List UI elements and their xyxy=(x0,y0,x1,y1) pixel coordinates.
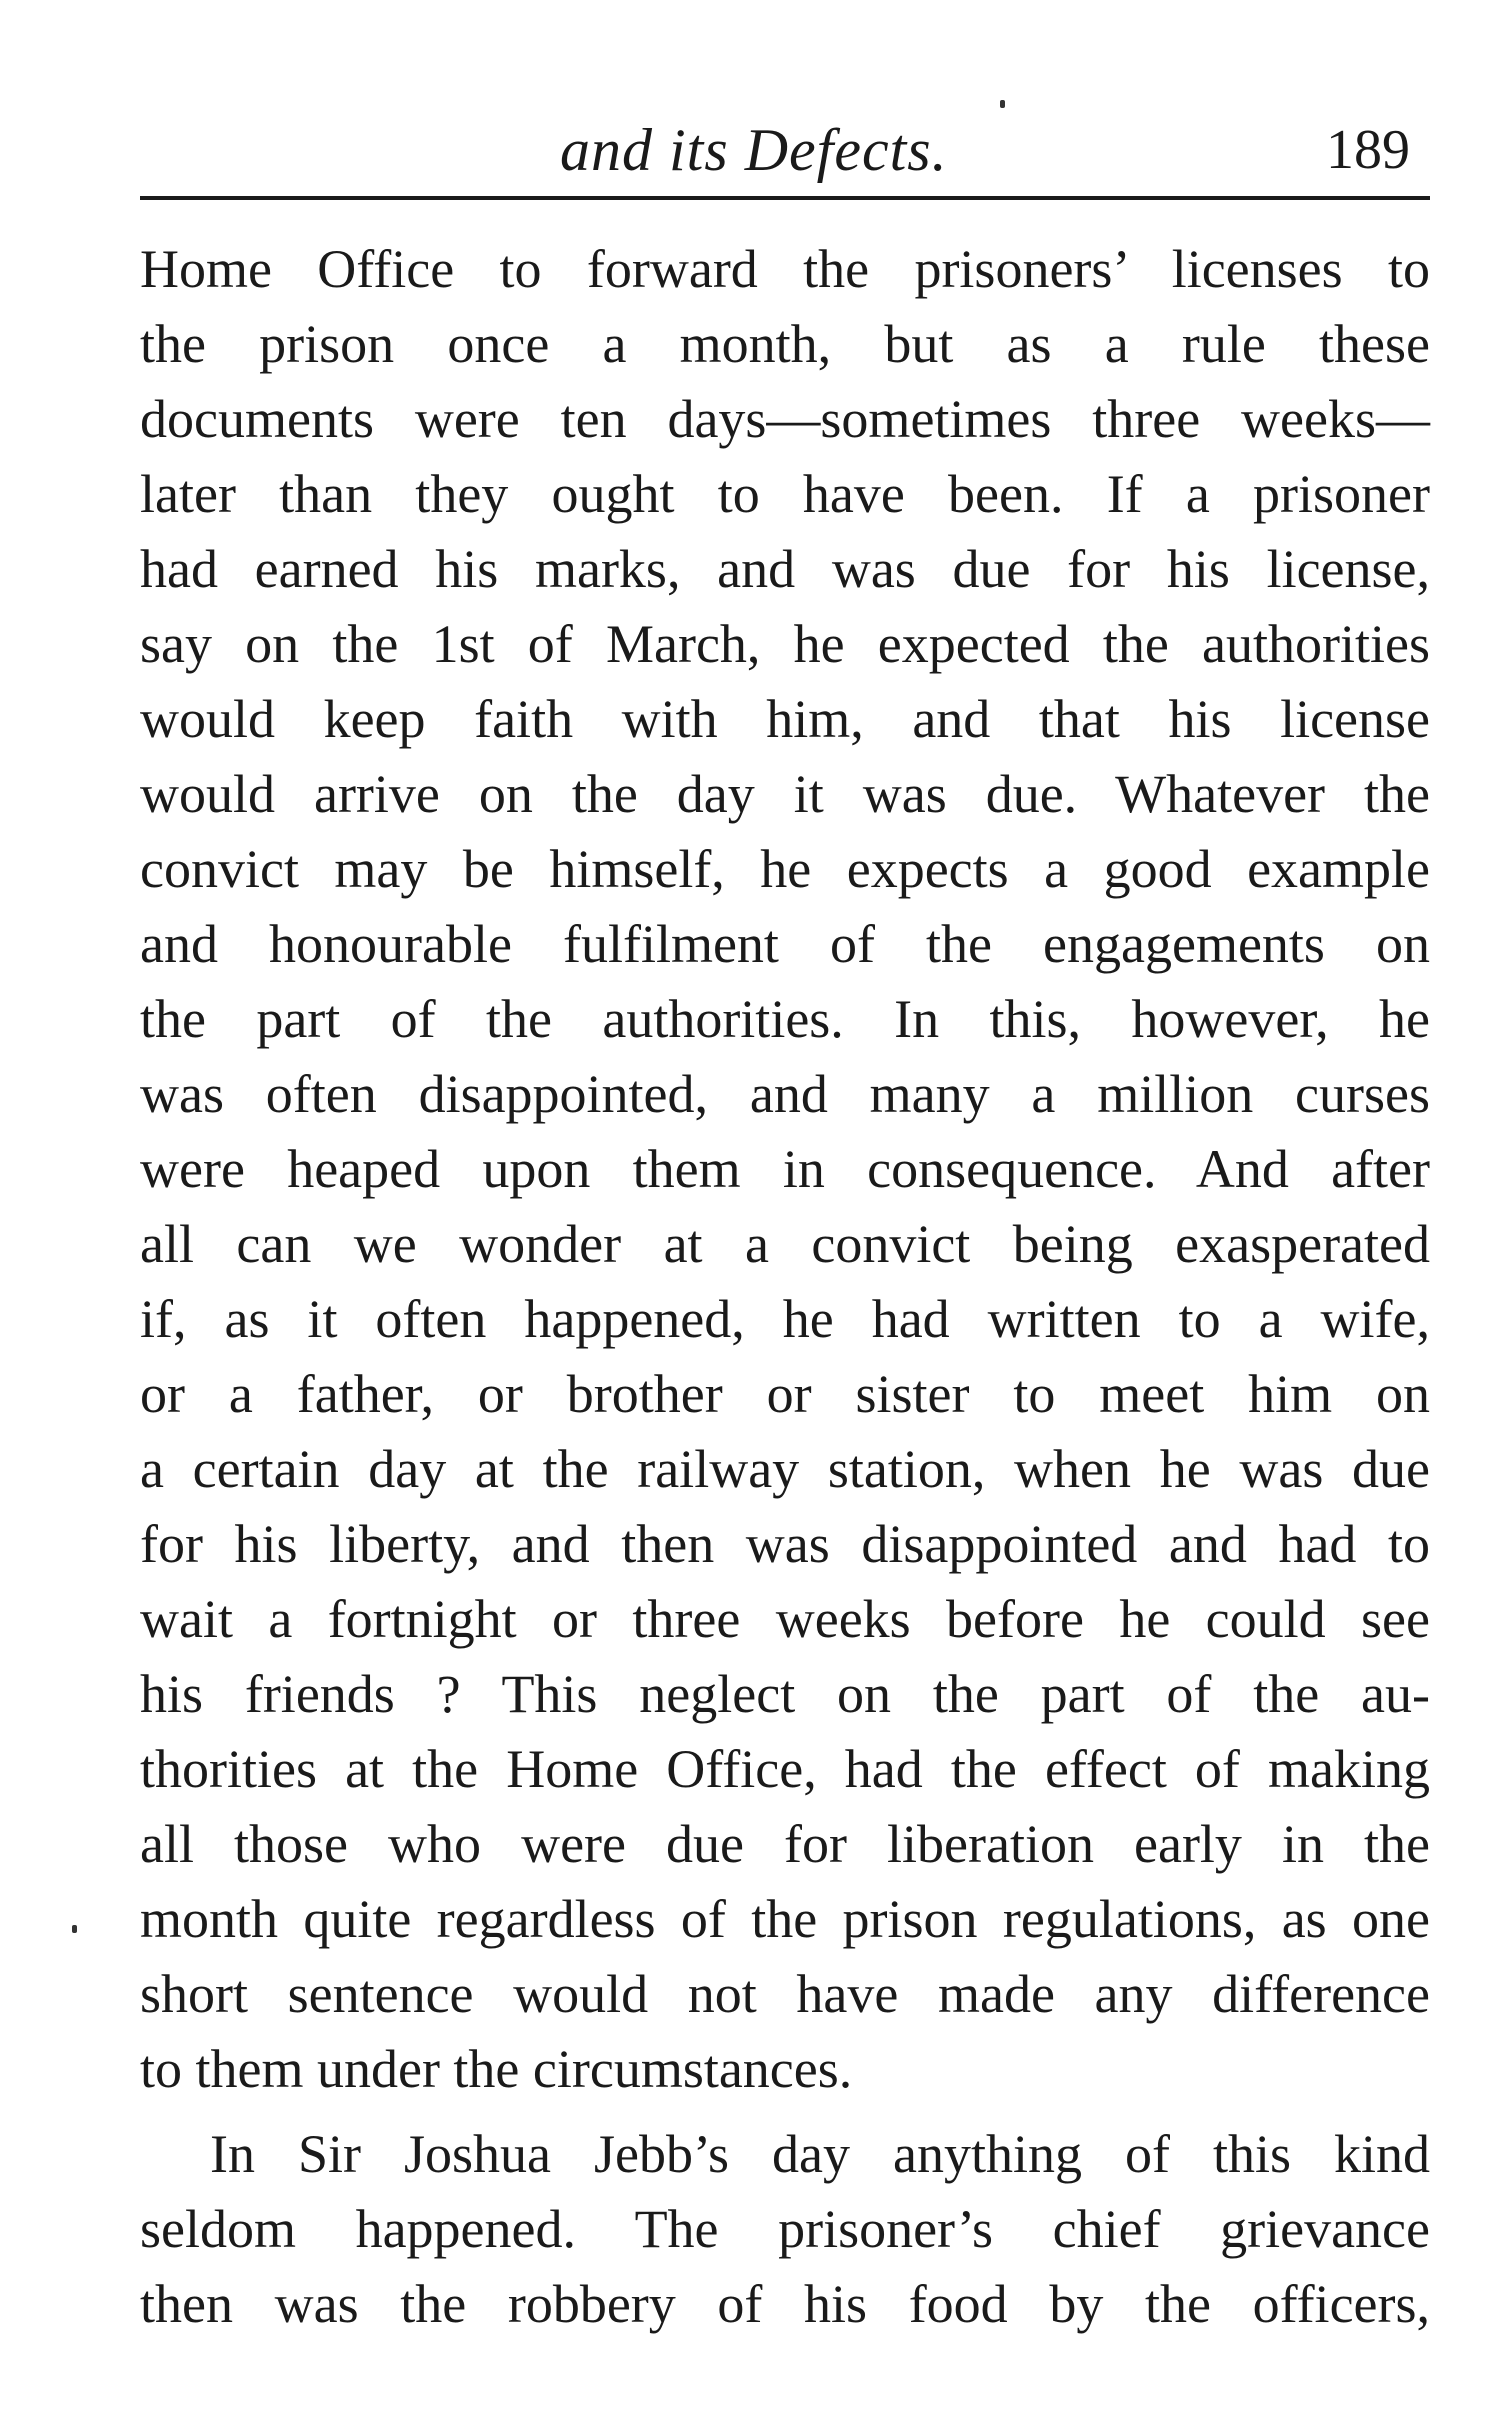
text-line: his friends ? This neglect on the part of the au- xyxy=(140,1664,1430,1724)
text-line: documents were ten days—sometimes three weeks— xyxy=(140,389,1430,449)
text-line: were heaped upon them in consequence. And after xyxy=(140,1139,1430,1199)
paragraph-gap xyxy=(140,2107,1430,2117)
text-line: if, as it often happened, he had written to a wife, xyxy=(140,1289,1430,1349)
text-line: would arrive on the day it was due. Whatever the xyxy=(140,764,1430,824)
page-header xyxy=(140,105,1430,195)
text-line: for his liberty, and then was disappointed and had to xyxy=(140,1514,1430,1574)
text-line: Home Office to forward the prisoners’ licenses to xyxy=(140,239,1430,299)
text-line: had earned his marks, and was due for his license, xyxy=(140,539,1430,599)
text-line: all those who were due for liberation early in the xyxy=(140,1814,1430,1874)
text-line: short sentence would not have made any difference xyxy=(140,1964,1430,2024)
text-line: would keep faith with him, and that his license xyxy=(140,689,1430,749)
text-line: the prison once a month, but as a rule these xyxy=(140,314,1430,374)
paragraph-2 xyxy=(140,2117,1430,2342)
text-line: to them under the circumstances. xyxy=(140,2039,853,2099)
text-line: then was the robbery of his food by the officers, xyxy=(140,2274,1430,2334)
running-title: and its Defects. xyxy=(560,117,948,183)
text-line: or a father, or brother or sister to meet him on xyxy=(140,1364,1430,1424)
header-rule xyxy=(140,196,1430,200)
text-line: say on the 1st of March, he expected the authorities xyxy=(140,614,1430,674)
text-line: later than they ought to have been. If a prisoner xyxy=(140,464,1430,524)
ink-speck xyxy=(72,1925,77,1933)
text-line: convict may be himself, he expects a good example xyxy=(140,839,1430,899)
text-line: was often disappointed, and many a million curses xyxy=(140,1064,1430,1124)
text-line: and honourable fulfilment of the engagements on xyxy=(140,914,1430,974)
text-line: the part of the authorities. In this, however, he xyxy=(140,989,1430,1049)
paragraph-1 xyxy=(140,232,1430,2107)
page-number: 189 xyxy=(1326,119,1410,181)
ink-speck xyxy=(1000,100,1005,108)
text-line: In Sir Joshua Jebb’s day anything of this kind xyxy=(210,2124,1430,2184)
text-line: all can we wonder at a convict being exasperated xyxy=(140,1214,1430,1274)
body-text xyxy=(140,232,1430,2342)
text-line: month quite regardless of the prison regulations, as one xyxy=(140,1889,1430,1949)
text-line: wait a fortnight or three weeks before he could see xyxy=(140,1589,1430,1649)
text-line: a certain day at the railway station, when he was due xyxy=(140,1439,1430,1499)
text-line: seldom happened. The prisoner’s chief grievance xyxy=(140,2199,1430,2259)
text-line: thorities at the Home Office, had the effect of making xyxy=(140,1739,1430,1799)
